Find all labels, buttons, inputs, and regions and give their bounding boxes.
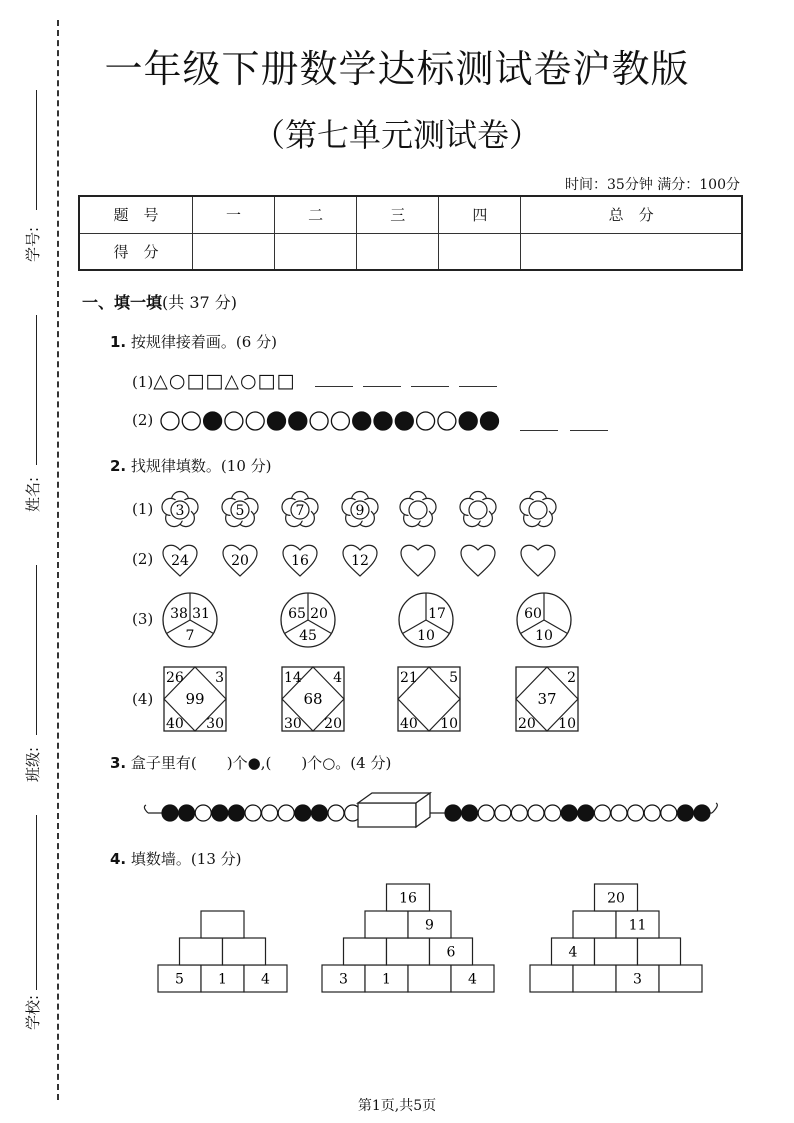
section-heading-text: 一、填一填: [82, 293, 163, 312]
corner-number: 20: [518, 716, 536, 732]
wall-number: 16: [399, 890, 417, 907]
question-text: 填数墙。(13 分): [130, 850, 242, 868]
score-table-cell: 得 分: [79, 233, 193, 270]
binding-dashed-line: [57, 20, 59, 1100]
flower-number: 3: [175, 503, 185, 519]
black-bead: [578, 805, 594, 821]
white-bead: [245, 805, 261, 821]
diamond-square-sequence: [160, 665, 580, 735]
white-bead: [644, 805, 660, 821]
heart-shape: [461, 545, 495, 576]
wall-number: 5: [175, 971, 184, 988]
flower-number: 5: [235, 503, 245, 519]
flower-number: 7: [295, 503, 305, 519]
wall-brick: [530, 965, 573, 992]
black-bead: [295, 805, 311, 821]
flower: [342, 492, 378, 527]
string-end: [712, 803, 717, 813]
wall-brick: [365, 911, 408, 938]
heart-sequence: [160, 538, 580, 582]
wall-brick: [201, 911, 244, 938]
question-text: 盒子里有( )个●,( )个○。(4 分): [130, 754, 392, 772]
score-table-cell: 四: [439, 196, 521, 233]
white-bead: [545, 805, 561, 821]
black-bead: [694, 805, 710, 821]
wall-brick: [408, 965, 451, 992]
score-table-header-row: [79, 196, 742, 233]
white-circle: [310, 412, 328, 430]
wall-number: 1: [218, 971, 227, 988]
center-number: 68: [303, 690, 323, 708]
number-walls: [150, 880, 710, 998]
name-label: 姓名:: [24, 476, 42, 512]
row-label: (2): [132, 550, 154, 568]
corner-number: 40: [166, 716, 184, 732]
answer-blank[interactable]: [315, 372, 353, 387]
circle-number: 45: [299, 628, 317, 644]
name-line: [36, 315, 37, 465]
corner-number: 14: [284, 670, 302, 686]
flower: [162, 492, 198, 527]
corner-number: 4: [333, 670, 342, 686]
flower: [400, 492, 436, 527]
black-bead: [162, 805, 178, 821]
black-bead: [561, 805, 577, 821]
corner-number: 21: [400, 670, 418, 686]
white-circle: [161, 412, 179, 430]
wall-number: 20: [607, 890, 625, 907]
white-bead: [328, 805, 344, 821]
flower-sequence: [160, 488, 580, 532]
section-points: (共 37 分): [162, 293, 238, 312]
white-bead: [511, 805, 527, 821]
black-bead: [677, 805, 693, 821]
question-text: 按规律接着画。(6 分): [130, 333, 277, 351]
q1-row-2: [132, 410, 153, 429]
row-label: (1): [132, 373, 154, 391]
flower: [282, 492, 318, 527]
score-table-cell: 题 号: [79, 196, 193, 233]
black-bead: [462, 805, 478, 821]
flower: [222, 492, 258, 527]
question-2-title: [110, 455, 271, 476]
black-circle: [459, 412, 477, 430]
black-bead: [179, 805, 195, 821]
score-table-cell: 一: [193, 196, 275, 233]
answer-blank[interactable]: [459, 372, 497, 387]
flower-center: [469, 501, 487, 519]
black-circle: [204, 412, 222, 430]
white-bead: [278, 805, 294, 821]
student-id-label: 学号:: [24, 226, 42, 262]
black-circle: [374, 412, 392, 430]
wall-brick: [223, 938, 266, 965]
answer-blank[interactable]: [570, 416, 608, 431]
question-number: 1.: [110, 333, 127, 351]
wall-brick: [595, 938, 638, 965]
black-bead: [228, 805, 244, 821]
corner-number: 3: [215, 670, 224, 686]
wall-brick: [638, 938, 681, 965]
circle-number: 65: [288, 606, 306, 622]
row-label: (1): [132, 500, 154, 518]
box-front: [358, 803, 416, 827]
white-bead: [528, 805, 544, 821]
corner-number: 5: [449, 670, 458, 686]
question-number: 2.: [110, 457, 127, 475]
wall-brick: [659, 965, 702, 992]
wall-number: 3: [339, 971, 348, 988]
wall-number: 6: [446, 944, 456, 961]
black-bead: [311, 805, 327, 821]
score-input-cell[interactable]: [439, 233, 521, 270]
answer-blank[interactable]: [363, 372, 401, 387]
flower-number: 9: [355, 503, 365, 519]
white-bead: [611, 805, 627, 821]
question-number: 4.: [110, 850, 127, 868]
wall-brick: [573, 911, 616, 938]
black-bead: [212, 805, 228, 821]
question-1-title: [110, 331, 277, 352]
corner-number: 30: [206, 716, 224, 732]
corner-number: 30: [284, 716, 302, 732]
white-circle: [182, 412, 200, 430]
score-table-cell: 三: [357, 196, 439, 233]
wall-number: 11: [628, 917, 647, 934]
circle-number: 7: [185, 628, 195, 644]
answer-blank[interactable]: [520, 416, 558, 431]
corner-number: 10: [558, 716, 576, 732]
page-title: 一年级下册数学达标测试卷沪教版: [104, 47, 690, 91]
white-bead: [195, 805, 211, 821]
black-bead: [445, 805, 461, 821]
wall-number: 1: [382, 971, 391, 988]
wall-brick: [573, 965, 616, 992]
score-table: [78, 195, 743, 271]
white-circle: [331, 412, 349, 430]
white-bead: [661, 805, 677, 821]
white-circle: [417, 412, 435, 430]
string-end: [144, 805, 148, 813]
heart-number: 16: [291, 553, 309, 569]
heart-number: 12: [351, 553, 369, 569]
page-footer: 第1页,共5页: [357, 1098, 437, 1114]
time-info: 时间：35分钟 满分：100分: [565, 177, 740, 193]
score-input-cell[interactable]: [357, 233, 439, 270]
class-label: 班级:: [24, 746, 42, 782]
corner-number: 10: [440, 716, 458, 732]
black-circle: [289, 412, 307, 430]
score-input-cell[interactable]: [521, 233, 742, 270]
corner-number: 40: [400, 716, 418, 732]
question-number: 3.: [110, 754, 127, 772]
corner-number: 2: [567, 670, 576, 686]
white-circle: [246, 412, 264, 430]
wall-number: 4: [468, 971, 477, 988]
flower: [460, 492, 496, 527]
wall-brick: [387, 938, 430, 965]
center-number: 37: [537, 690, 557, 708]
score-input-cell[interactable]: [275, 233, 357, 270]
corner-number: 20: [324, 716, 342, 732]
wall-number: 3: [633, 971, 642, 988]
heart-number: 24: [171, 553, 189, 569]
score-table-score-row: [79, 233, 742, 270]
row-label: (4): [132, 690, 154, 708]
flower-center: [409, 501, 427, 519]
score-table-cell: 二: [275, 196, 357, 233]
white-bead: [628, 805, 644, 821]
circle-number: 38: [170, 606, 188, 622]
wall-number: 9: [425, 917, 434, 934]
circle-number: 17: [428, 606, 446, 622]
wall-brick: [180, 938, 223, 965]
circle-number: 31: [192, 606, 210, 622]
shape-sequence: △○□□△○□□: [153, 370, 296, 392]
white-circle: [225, 412, 243, 430]
question-3-title: [110, 752, 391, 773]
score-table-cell: 总 分: [521, 196, 742, 233]
row-label: (2): [132, 411, 154, 429]
circle-number: 60: [524, 606, 542, 622]
white-bead: [594, 805, 610, 821]
q1-row-1: [132, 370, 497, 392]
q1-circle-pattern: [160, 408, 510, 434]
white-circle: [438, 412, 456, 430]
heart-number: 20: [231, 553, 249, 569]
wall-number: 4: [261, 971, 270, 988]
class-line: [36, 565, 37, 735]
black-circle: [395, 412, 413, 430]
wall-brick: [344, 938, 387, 965]
wall-number: 4: [568, 944, 578, 961]
corner-number: 26: [166, 670, 184, 686]
black-circle: [353, 412, 371, 430]
section-heading: [82, 290, 237, 313]
flower-center: [529, 501, 547, 519]
circle-number: 20: [310, 606, 328, 622]
question-text: 找规律填数。(10 分): [130, 457, 272, 475]
heart-shape: [521, 545, 555, 576]
question-4-title: [110, 848, 241, 869]
page-subtitle: （第七单元测试卷）: [252, 116, 541, 154]
answer-blank[interactable]: [411, 372, 449, 387]
white-bead: [495, 805, 511, 821]
white-bead: [478, 805, 494, 821]
circle-number: 10: [417, 628, 435, 644]
row-label: (3): [132, 610, 154, 628]
bead-string: [140, 785, 725, 833]
score-input-cell[interactable]: [193, 233, 275, 270]
center-number: 99: [185, 690, 205, 708]
school-label: 学校:: [24, 994, 42, 1030]
white-bead: [262, 805, 278, 821]
school-line: [36, 815, 37, 990]
divided-circle-sequence: [160, 590, 580, 650]
black-circle: [481, 412, 499, 430]
black-circle: [268, 412, 286, 430]
heart-shape: [401, 545, 435, 576]
circle-number: 10: [535, 628, 553, 644]
flower: [520, 492, 556, 527]
